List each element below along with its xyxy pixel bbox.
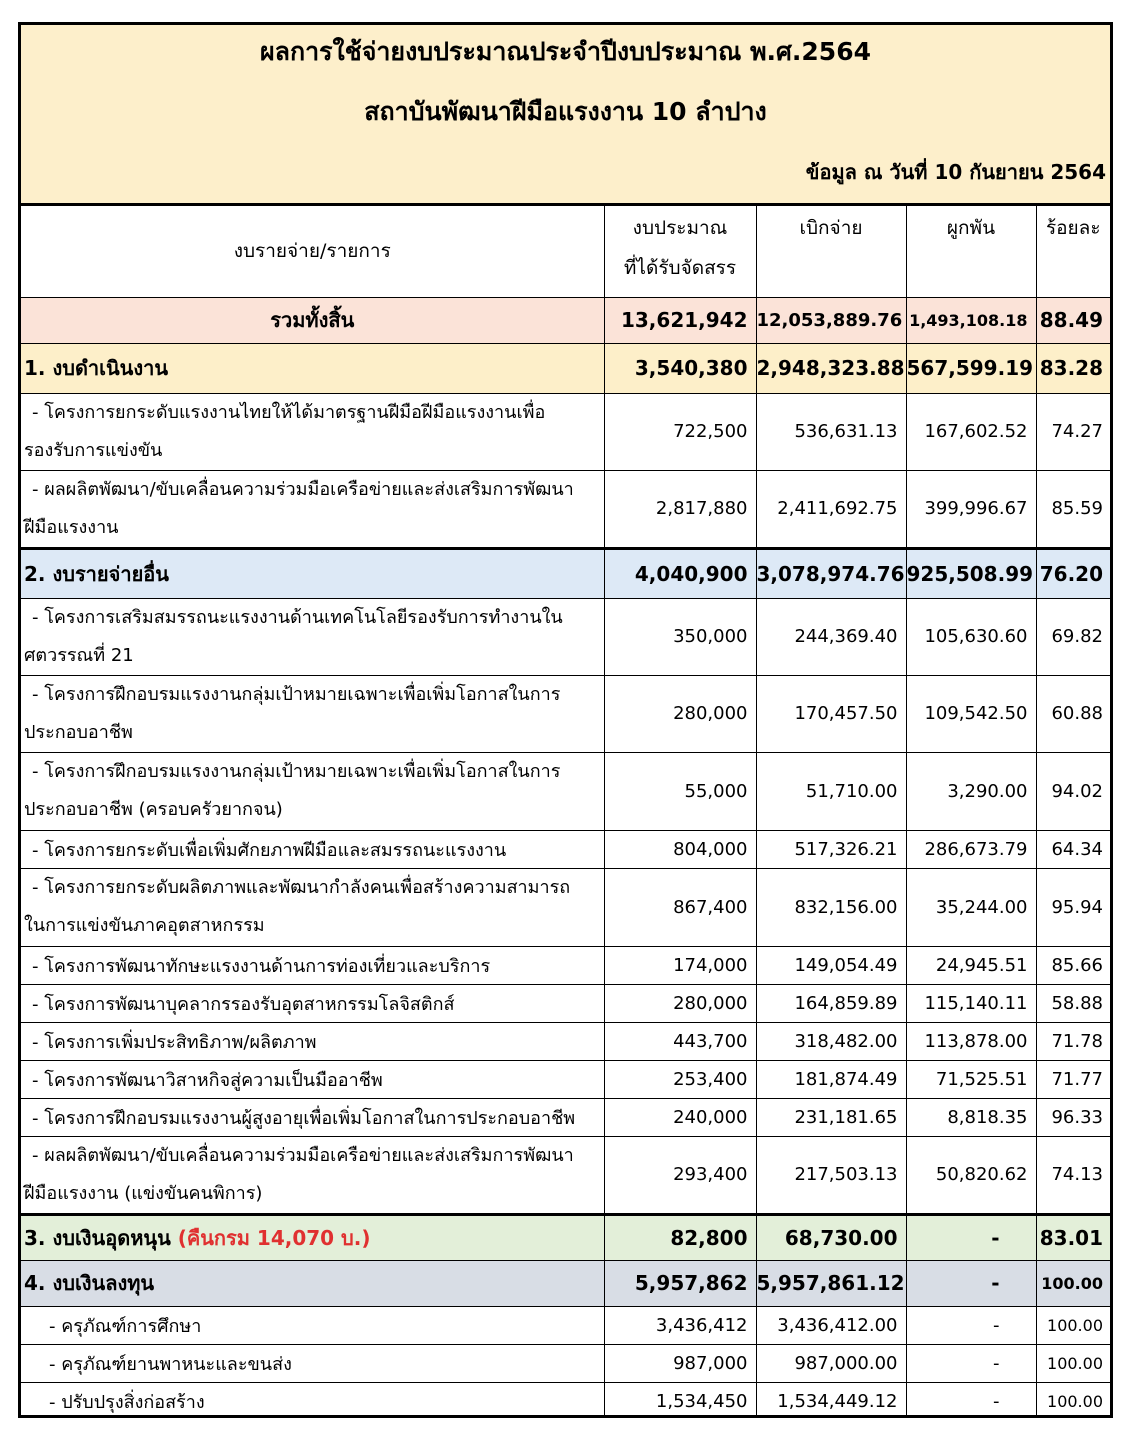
item-label-line2: ประกอบอาชีพ [24,721,133,743]
item-label-line2: ฝีมือแรงงาน [24,516,119,538]
item-percent: 64.34 [1036,830,1110,868]
item-label-line2: ศตวรรณที่ 21 [24,644,134,666]
item-committed: 35,244.00 [906,868,1036,946]
item-budget: 3,436,412 [604,1306,756,1344]
item-budget: 280,000 [604,675,756,752]
total-budget: 13,621,942 [604,297,756,343]
budget-report-sheet [18,22,1113,1418]
item-percent: 96.33 [1036,1098,1110,1136]
item-committed: 113,878.00 [906,1022,1036,1060]
section-percent: 76.20 [1036,548,1110,598]
item-label-line1: - โครงการเสริมสมรรถนะแรงงานด้านเทคโนโลยีรองรับการทำงานใน [32,606,563,628]
item-committed: 399,996.67 [906,470,1036,548]
table-row [21,675,1110,752]
report-title: ผลการใช้จ่ายงบประมาณประจำปีงบประมาณ พ.ศ.2564 [259,37,871,66]
section-label: 1. งบดำเนินงาน [21,343,604,393]
section-committed: - [906,1260,1036,1306]
section-row [21,343,1110,393]
item-committed: 167,602.52 [906,393,1036,470]
item-committed: - [906,1344,1036,1382]
item-label [21,830,604,868]
item-disbursed: 244,369.40 [756,598,906,675]
item-label [21,1098,604,1136]
table-row [21,1306,1110,1344]
section-disbursed: 2,948,323.88 [756,343,906,393]
item-label [21,470,604,548]
item-percent: 100.00 [1036,1344,1110,1382]
item-budget: 174,000 [604,946,756,984]
item-budget: 2,817,880 [604,470,756,548]
item-label-line1: - โครงการเพิ่มประสิทธิภาพ/ผลิตภาพ [32,1031,317,1053]
item-label-line1: - โครงการยกระดับผลิตภาพและพัฒนากำลังคนเพื่อสร้างความสามารถ [32,877,571,898]
item-label-line2: ในการแข่งขันภาคอุตสาหกรรม [24,915,265,936]
item-percent: 69.82 [1036,598,1110,675]
item-percent: 85.66 [1036,946,1110,984]
item-label [21,984,604,1022]
column-header-budget-line2: ที่ได้รับจัดสรร [623,257,737,279]
item-label [21,1306,604,1344]
budget-table [21,206,1110,1418]
section-disbursed: 68,730.00 [756,1214,906,1260]
item-disbursed: 231,181.65 [756,1098,906,1136]
item-disbursed: 181,874.49 [756,1060,906,1098]
item-budget: 55,000 [604,752,756,830]
item-label-line1: - ผลผลิตพัฒนา/ขับเคลื่อนความร่วมมือเครือข่ายและส่งเสริมการพัฒนา [32,478,574,500]
item-budget: 804,000 [604,830,756,868]
item-committed: 71,525.51 [906,1060,1036,1098]
item-percent: 71.77 [1036,1060,1110,1098]
item-label-line2: ประกอบอาชีพ (ครอบครัวยากจน) [24,799,283,820]
column-header-committed-label: ผูกพัน [946,217,996,239]
item-label [21,1022,604,1060]
item-percent: 85.59 [1036,470,1110,548]
column-header-item: งบรายจ่าย/รายการ [21,206,604,297]
item-disbursed: 987,000.00 [756,1344,906,1382]
section-row [21,1214,1110,1260]
item-committed: 8,818.35 [906,1098,1036,1136]
section-label-text: 3. งบเงินอุดหนุน [24,1225,171,1250]
table-row [21,1136,1110,1214]
section-budget: 4,040,900 [604,548,756,598]
table-row [21,752,1110,830]
item-budget: 240,000 [604,1098,756,1136]
item-label-line1: - ครุภัณฑ์การศึกษา [49,1315,202,1337]
item-committed: 286,673.79 [906,830,1036,868]
item-disbursed: 217,503.13 [756,1136,906,1214]
item-label-line1: - ผลผลิตพัฒนา/ขับเคลื่อนความร่วมมือเครือข่ายและส่งเสริมการพัฒนา [32,1144,574,1166]
section-budget: 3,540,380 [604,343,756,393]
column-header-percent [1036,206,1110,297]
item-label [21,1344,604,1382]
item-label-line1: - โครงการฝึกอบรมแรงงานผู้สูงอายุเพื่อเพิ่มโอกาสในการประกอบอาชีพ [32,1107,576,1129]
item-label [21,675,604,752]
item-budget: 987,000 [604,1344,756,1382]
item-disbursed: 170,457.50 [756,675,906,752]
table-row [21,393,1110,470]
item-budget: 350,000 [604,598,756,675]
item-committed: 50,820.62 [906,1136,1036,1214]
item-budget: 293,400 [604,1136,756,1214]
item-label-line1: - โครงการยกระดับเพื่อเพิ่มศักยภาพฝีมือและสมรรถนะแรงงาน [32,839,507,861]
section-note: (คืนกรม 14,070 บ.) [177,1225,371,1250]
total-committed: 1,493,108.18 [906,297,1036,343]
item-committed: 105,630.60 [906,598,1036,675]
item-label-line1: - โครงการฝึกอบรมแรงงานกลุ่มเป้าหมายเฉพาะเพื่อเพิ่มโอกาสในการ [32,761,561,782]
item-percent: 74.13 [1036,1136,1110,1214]
item-label [21,868,604,946]
item-percent: 95.94 [1036,868,1110,946]
item-budget: 867,400 [604,868,756,946]
item-disbursed: 318,482.00 [756,1022,906,1060]
item-disbursed: 164,859.89 [756,984,906,1022]
item-label [21,1060,604,1098]
table-row [21,984,1110,1022]
section-committed: - [906,1214,1036,1260]
table-row [21,1098,1110,1136]
column-header-budget [604,206,756,297]
table-row [21,470,1110,548]
column-header-committed [906,206,1036,297]
table-row [21,598,1110,675]
item-percent: 74.27 [1036,393,1110,470]
section-percent: 83.01 [1036,1214,1110,1260]
item-budget: 253,400 [604,1060,756,1098]
table-row [21,1344,1110,1382]
column-header-row [21,206,1110,297]
table-row [21,1060,1110,1098]
item-disbursed: 517,326.21 [756,830,906,868]
item-label-line1: - โครงการพัฒนาทักษะแรงงานด้านการท่องเที่ยวและบริการ [32,955,491,977]
item-percent: 94.02 [1036,752,1110,830]
section-budget: 82,800 [604,1214,756,1260]
item-percent: 60.88 [1036,675,1110,752]
item-disbursed: 1,534,449.12 [756,1382,906,1418]
item-label [21,1136,604,1214]
item-percent: 71.78 [1036,1022,1110,1060]
item-label [21,752,604,830]
item-committed: 115,140.11 [906,984,1036,1022]
section-percent: 83.28 [1036,343,1110,393]
column-header-percent-label: ร้อยละ [1045,217,1101,239]
section-committed: 567,599.19 [906,343,1036,393]
report-subtitle: สถาบันพัฒนาฝีมือแรงงาน 10 ลำปาง [364,97,767,126]
item-percent: 58.88 [1036,984,1110,1022]
item-committed: - [906,1382,1036,1418]
item-committed: 109,542.50 [906,675,1036,752]
table-row [21,868,1110,946]
section-label [21,1214,604,1260]
total-row [21,297,1110,343]
item-percent: 100.00 [1036,1382,1110,1418]
section-disbursed: 3,078,974.76 [756,548,906,598]
item-label-line1: - โครงการพัฒนาวิสาหกิจสู่ความเป็นมืออาชีพ [32,1069,383,1091]
item-label [21,598,604,675]
table-row [21,830,1110,868]
report-as-of-date: ข้อมูล ณ วันที่ 10 กันยายน 2564 [805,160,1106,184]
item-committed: - [906,1306,1036,1344]
item-label-line2: รองรับการแข่งขัน [24,439,163,461]
report-header [21,25,1110,206]
item-disbursed: 149,054.49 [756,946,906,984]
item-budget: 280,000 [604,984,756,1022]
total-label: รวมทั้งสิ้น [21,297,604,343]
column-header-budget-line1: งบประมาณ [632,217,728,239]
section-row [21,1260,1110,1306]
section-percent: 100.00 [1036,1260,1110,1306]
item-committed: 3,290.00 [906,752,1036,830]
section-row [21,548,1110,598]
total-percent: 88.49 [1036,297,1110,343]
item-disbursed: 3,436,412.00 [756,1306,906,1344]
item-budget: 1,534,450 [604,1382,756,1418]
item-committed: 24,945.51 [906,946,1036,984]
column-header-disbursed-label: เบิกจ่าย [799,217,863,239]
item-label-line2: ฝีมือแรงงาน (แข่งขันคนพิการ) [24,1182,263,1204]
section-disbursed: 5,957,861.12 [756,1260,906,1306]
table-row [21,1022,1110,1060]
item-percent: 100.00 [1036,1306,1110,1344]
table-row [21,1382,1110,1418]
section-budget: 5,957,862 [604,1260,756,1306]
total-disbursed: 12,053,889.76 [756,297,906,343]
item-label-line1: - ปรับปรุงสิ่งก่อสร้าง [49,1391,205,1413]
item-disbursed: 2,411,692.75 [756,470,906,548]
section-label: 2. งบรายจ่ายอื่น [21,548,604,598]
item-label-line1: - โครงการยกระดับแรงงานไทยให้ได้มาตรฐานฝีมือฝีมือแรงงานเพื่อ [32,401,546,423]
item-label-line1: - ครุภัณฑ์ยานพาหนะและขนส่ง [49,1353,292,1375]
section-committed: 925,508.99 [906,548,1036,598]
section-label: 4. งบเงินลงทุน [21,1260,604,1306]
table-row [21,946,1110,984]
item-label [21,946,604,984]
column-header-disbursed [756,206,906,297]
item-disbursed: 832,156.00 [756,868,906,946]
item-disbursed: 51,710.00 [756,752,906,830]
item-label [21,1382,604,1418]
item-disbursed: 536,631.13 [756,393,906,470]
item-label-line1: - โครงการฝึกอบรมแรงงานกลุ่มเป้าหมายเฉพาะเพื่อเพิ่มโอกาสในการ [32,683,561,705]
item-label [21,393,604,470]
item-budget: 722,500 [604,393,756,470]
item-budget: 443,700 [604,1022,756,1060]
item-label-line1: - โครงการพัฒนาบุคลากรรองรับอุตสาหกรรมโลจิสติกส์ [32,993,455,1015]
